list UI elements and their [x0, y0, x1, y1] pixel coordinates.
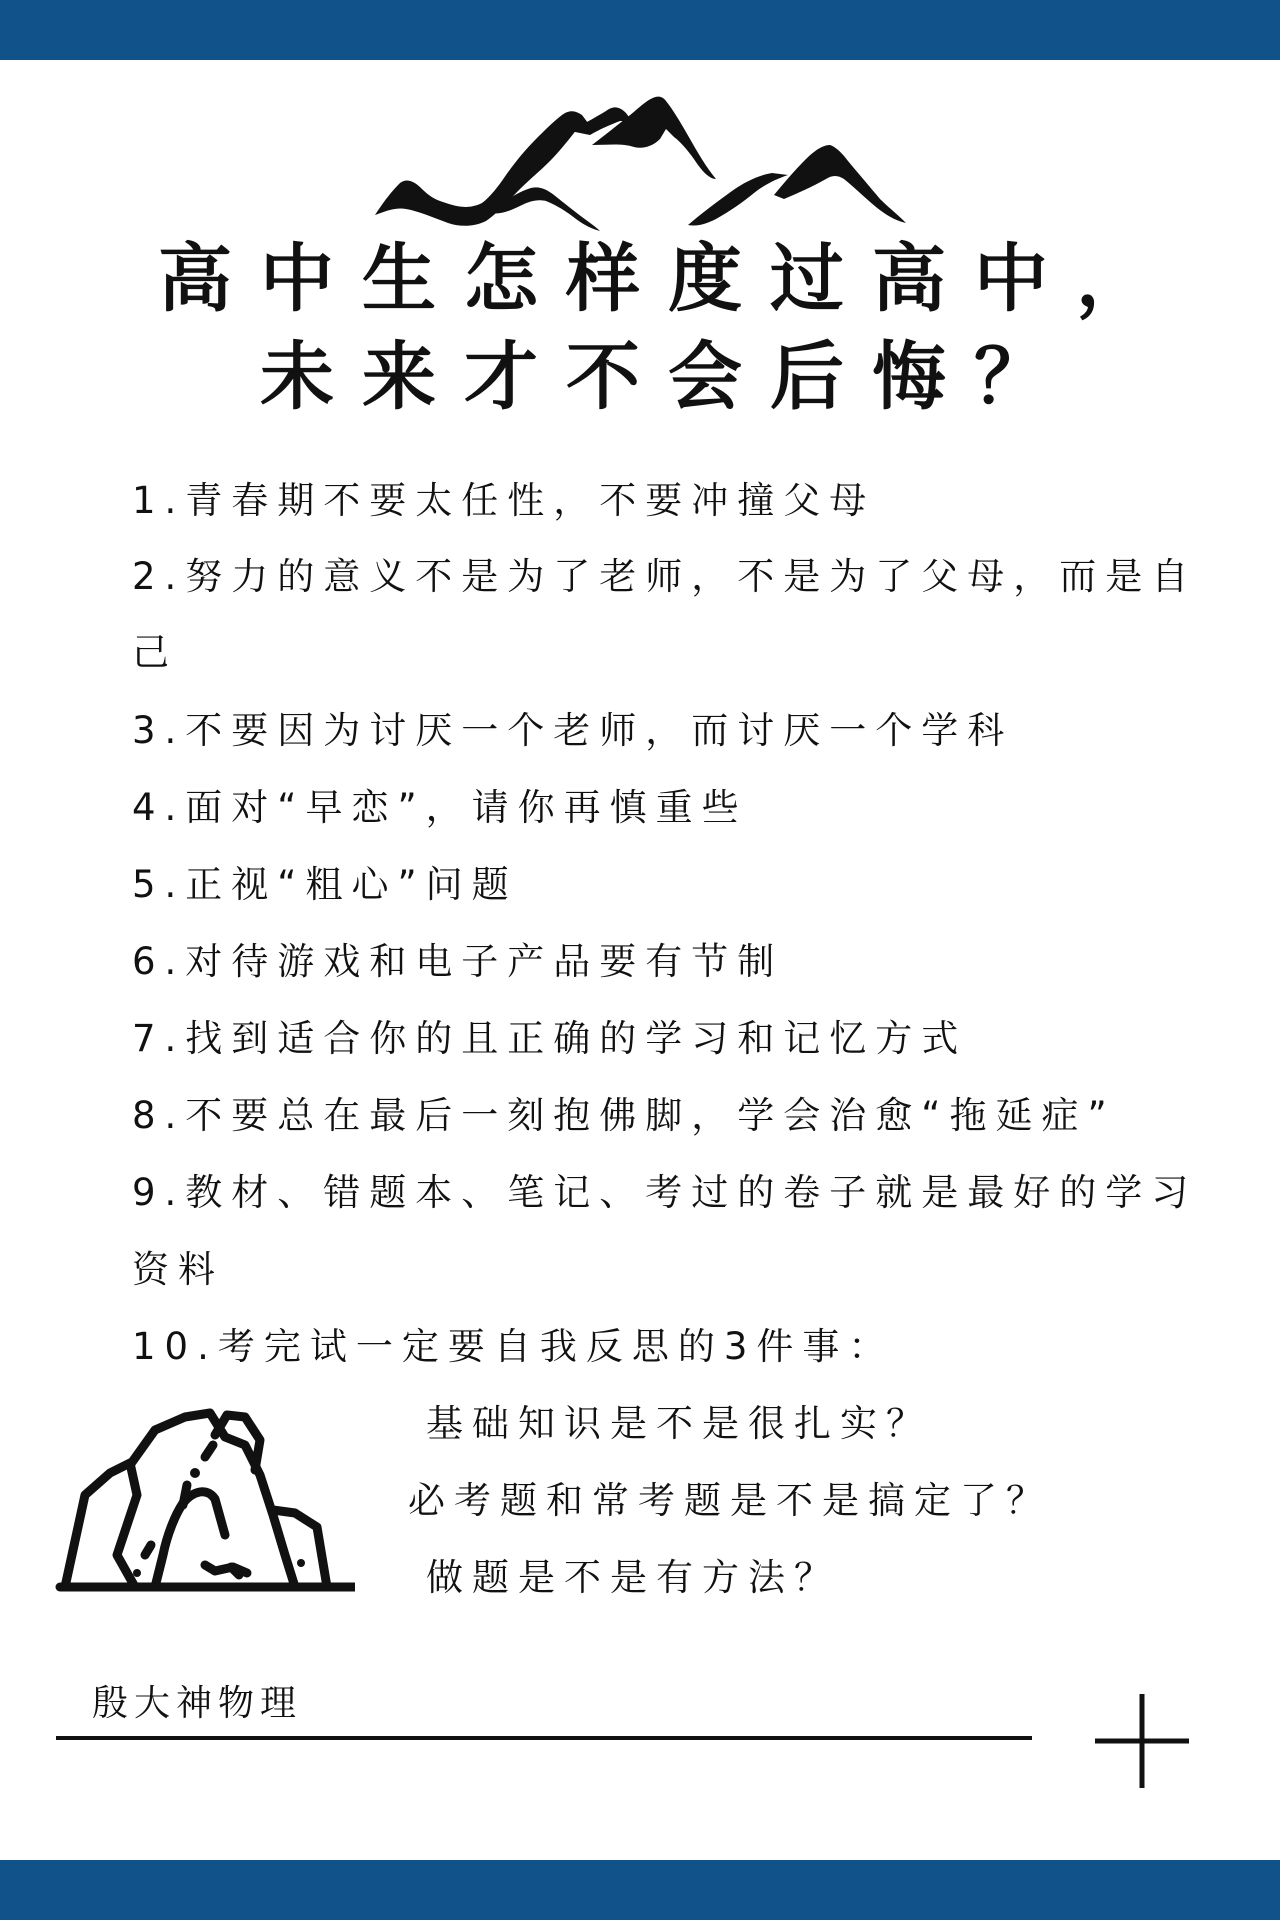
- list-item-8: 8.不要总在最后一刻抱佛脚，学会治愈“拖延症”: [132, 1094, 1116, 1137]
- footer-name: 殷大神物理: [92, 1683, 303, 1724]
- mountain-range-icon: [370, 95, 910, 245]
- list-item-4: 4.面对“早恋”，请你再慎重些: [132, 786, 748, 829]
- bottom-banner: [0, 1860, 1280, 1920]
- plus-icon: [1092, 1694, 1192, 1794]
- title-line-2: 未来才不会后悔？: [260, 334, 1076, 420]
- list-item-6: 6.对待游戏和电子产品要有节制: [132, 940, 784, 983]
- list-item-10: 10.考完试一定要自我反思的3件事：: [132, 1325, 895, 1368]
- list-item-7: 7.找到适合你的且正确的学习和记忆方式: [132, 1017, 968, 1060]
- reflection-3: 做题是不是有方法？: [426, 1556, 840, 1599]
- list-item-1: 1.青春期不要太任性，不要冲撞父母: [132, 479, 876, 522]
- list-item-3: 3.不要因为讨厌一个老师，而讨厌一个学科: [132, 709, 1014, 752]
- title-line-1: 高中生怎样度过高中，: [158, 236, 1178, 322]
- rock-formation-icon: [55, 1395, 355, 1595]
- list-item-2-continuation: 己: [132, 631, 178, 674]
- list-item-9: 9.教材、错题本、笔记、考过的卷子就是最好的学习: [132, 1171, 1198, 1214]
- footer-divider: [56, 1736, 1032, 1740]
- top-banner: [0, 0, 1280, 60]
- reflection-1: 基础知识是不是很扎实？: [426, 1402, 932, 1445]
- list-item-9-continuation: 资料: [132, 1248, 224, 1291]
- list-item-2: 2.努力的意义不是为了老师，不是为了父母，而是自: [132, 555, 1198, 598]
- list-item-5: 5.正视“粗心”问题: [132, 863, 518, 906]
- reflection-2: 必考题和常考题是不是搞定了？: [408, 1479, 1052, 1522]
